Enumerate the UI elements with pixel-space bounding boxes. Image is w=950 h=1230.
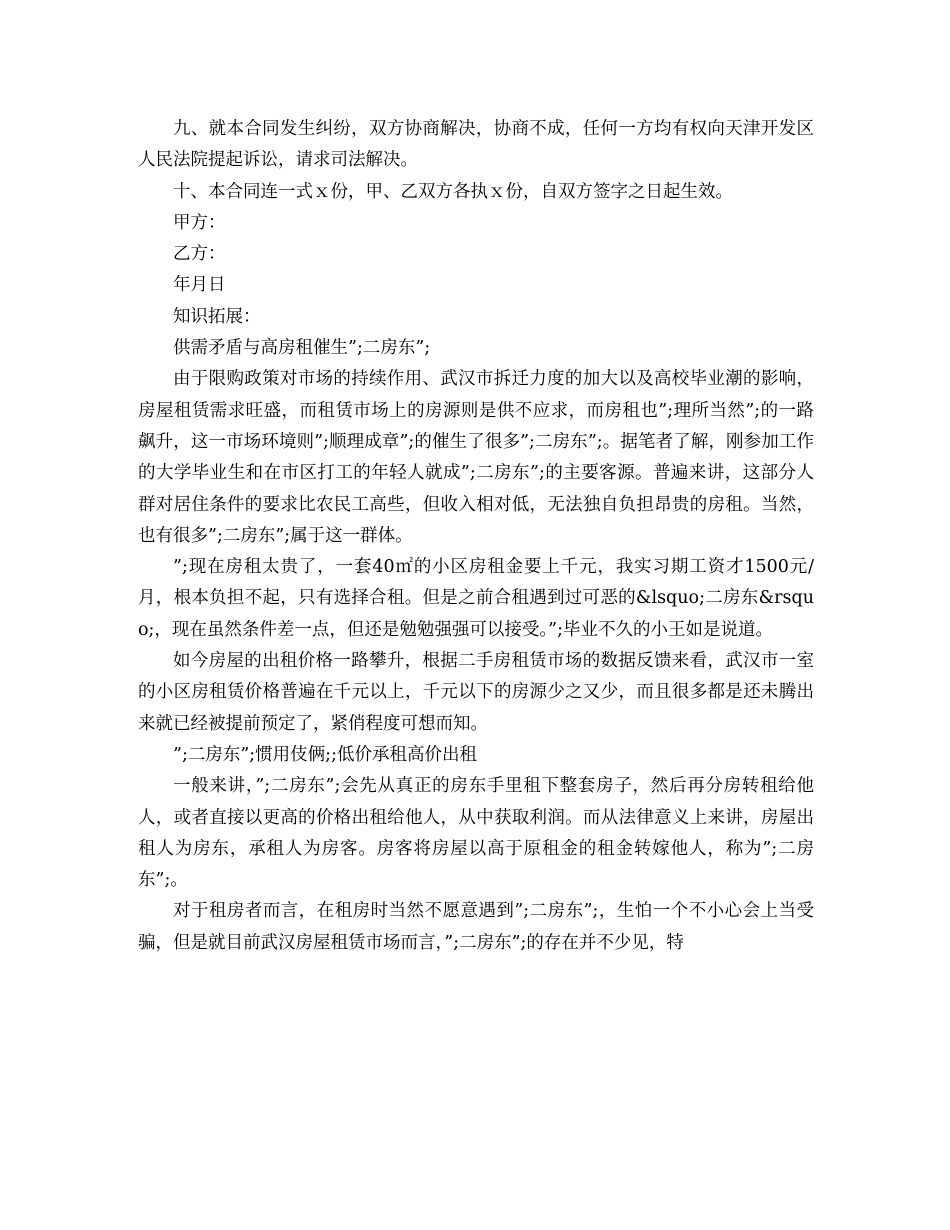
section-title-tricks: ”;二房东”;惯用伎俩;;低价承租高价出租 [173, 744, 477, 765]
party-b-line: 乙方： [173, 244, 226, 265]
knowledge-extension-heading: 知识拓展： [173, 306, 261, 327]
clause-nine-paragraph: 九、就本合同发生纠纷，双方协商解决，协商不成，任何一方均有权向天津开发区人民法院提起诉讼，请求司法解决。 [138, 119, 814, 171]
body-paragraph-renters: 对于租房者而言，在租房时当然不愿意遇到”;二房东”;，生怕一个不小心会上当受骗，但是就目前武汉房屋租赁市场而言，”;二房东”;的存在并不少见，特 [138, 901, 814, 953]
date-line: 年月日 [173, 275, 226, 296]
document-page [138, 114, 814, 959]
party-a-line: 甲方： [173, 212, 226, 233]
body-paragraph-market: 由于限购政策对市场的持续作用、武汉市拆迁力度的加大以及高校毕业潮的影响，房屋租赁需求旺盛，而租赁市场上的房源则是供不应求，而房租也”;理所当然”;的一路飙升，这一市场环境则”;顺理成章”;的催生了很多”;二房东”;。据笔者了解，刚参加工作的大学毕业生和在市区打工的年轻人就成”;二房东”;的主要客源。普遍来讲，这部分人群对居住条件的要求比农民工高些，但收入相对低，无法独自负担昂贵的房租。当然，也有很多”;二房东”;属于这一群体。 [138, 369, 814, 546]
clause-ten-paragraph: 十、本合同连一式ｘ份，甲、乙双方各执ｘ份，自双方签字之日起生效。 [173, 181, 733, 202]
body-paragraph-quote: ”;现在房租太贵了，一套40㎡的小区房租金要上千元，我实习期工资才1500元/月，根本负担不起，只有选择合租。但是之前合租遇到过可恶的&lsquo;二房东&rsquo;，现在虽然条件差一点，但还是勉勉强强可以接受。”;毕业不久的小王如是说道。 [138, 557, 814, 640]
section-title-supply-demand: 供需矛盾与高房租催生”;二房东”; [173, 338, 431, 359]
body-paragraph-prices: 如今房屋的出租价格一路攀升，根据二手房租赁市场的数据反馈来看，武汉市一室的小区房租赁价格普遍在千元以上，千元以下的房源少之又少，而且很多都是还未腾出来就已经被提前预定了，紧俏程度可想而知。 [138, 651, 814, 734]
body-paragraph-definition: 一般来讲，”;二房东”;会先从真正的房东手里租下整套房子，然后再分房转租给他人，或者直接以更高的价格出租给他人，从中获取利润。而从法律意义上来讲，房屋出租人为房东，承租人为房客。房客将房屋以高于原租金的租金转嫁他人，称为”;二房东”;。 [138, 776, 814, 891]
